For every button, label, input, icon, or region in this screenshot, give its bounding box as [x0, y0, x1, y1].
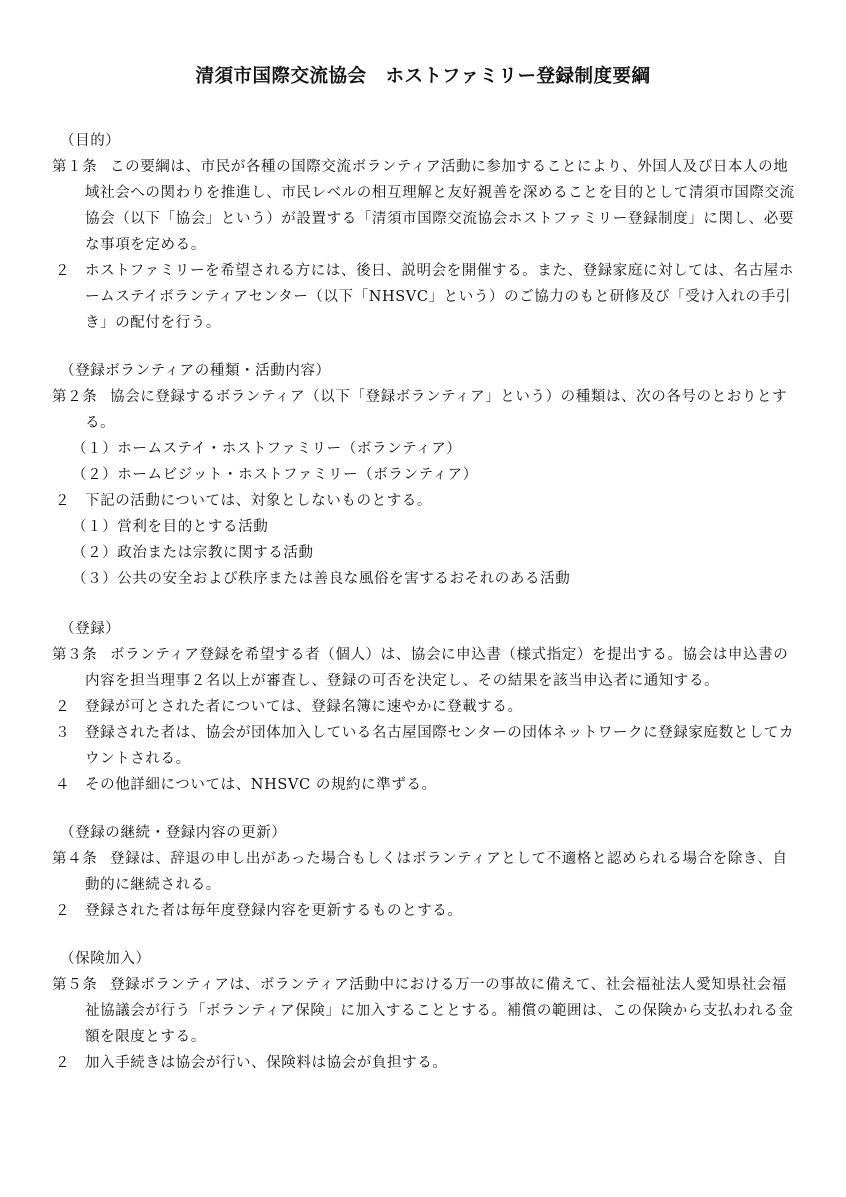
section-heading-renewal: （登録の継続・登録内容の更新）: [60, 825, 287, 841]
paragraph-number: ４: [55, 777, 71, 793]
paragraph-number: ２: [55, 263, 71, 279]
article-2-line: 協会に登録するボランティア（以下「登録ボランティア」という）の種類は、次の各号のとおりとす: [110, 389, 788, 405]
article-5-line: 登録ボランティアは、ボランティア活動中における万一の事故に備えて、社会福祉法人愛知県社会福: [110, 977, 787, 993]
article-3-para-line: 登録された者は、協会が団体加入している名古屋国際センターの団体ネットワークに登録家庭数としてカ: [85, 725, 795, 741]
list-item: （１）ホームステイ・ホストファミリー（ボランティア）: [72, 441, 462, 457]
list-item: （１）営利を目的とする活動: [72, 519, 269, 535]
article-5-label: 第５条: [52, 977, 98, 993]
article-4-label: 第４条: [52, 851, 98, 867]
section-heading-types: （登録ボランティアの種類・活動内容）: [60, 363, 331, 379]
article-2-label: 第２条: [52, 389, 98, 405]
list-item: （２）ホームビジット・ホストファミリー（ボランティア）: [72, 467, 478, 483]
section-heading-insurance: （保険加入）: [60, 951, 151, 967]
article-1-para-2-line: ホストファミリーを希望される方には、後日、説明会を開催する。また、登録家庭に対しては、名古屋ホ: [85, 263, 794, 279]
article-1-line: この要綱は、市民が各種の国際交流ボランティア活動に参加することにより、外国人及び日本人の地: [110, 159, 789, 175]
article-3-line: 内容を担当理事２名以上が審査し、登録の可否を決定し、その結果を該当申込者に通知する。: [85, 673, 720, 689]
article-1-para-2-line: ームステイボランティアセンター（以下「NHSVC」という）のご協力のもと研修及び「受け入れの手引: [85, 289, 791, 305]
paragraph-number: ２: [55, 903, 71, 919]
list-item: （２）政治または宗教に関する活動: [72, 545, 314, 561]
paragraph-number: ３: [55, 725, 71, 741]
article-5-line: 祉協議会が行う「ボランティア保険」に加入することとする。補償の範囲は、この保険から支払われる金: [85, 1003, 794, 1019]
paragraph-number: ２: [55, 493, 71, 509]
article-1-line: な事項を定める。: [85, 237, 206, 253]
section-heading-purpose: （目的）: [60, 133, 121, 149]
article-4-line: 動的に継続される。: [85, 877, 221, 893]
article-2-line: る。: [85, 415, 116, 431]
article-1-para-2-line: き」の配付を行う。: [85, 315, 221, 331]
list-item: （３）公共の安全および秩序または善良な風俗を害するおそれのある活動: [72, 571, 571, 587]
article-3-para-line: 登録が可とされた者については、登録名簿に速やかに登載する。: [85, 699, 523, 715]
article-4-para-line: 登録された者は毎年度登録内容を更新するものとする。: [85, 903, 463, 919]
section-heading-registration: （登録）: [60, 621, 121, 637]
article-3-line: ボランティア登録を希望する者（個人）は、協会に申込書（様式指定）を提出する。協会は申込書の: [110, 647, 789, 663]
article-2-para-2-line: 下記の活動については、対象としないものとする。: [85, 493, 433, 509]
document-title: 清須市国際交流協会 ホストファミリー登録制度要綱: [195, 66, 651, 87]
paragraph-number: ２: [55, 699, 71, 715]
article-3-label: 第３条: [52, 647, 98, 663]
paragraph-number: ２: [55, 1055, 71, 1071]
article-1-line: 域社会への関わりを推進し、市民レベルの相互理解と友好親善を深めることを目的として清須市国際交流: [85, 185, 795, 201]
article-3-para-line: その他詳細については、NHSVC の規約に準ずる。: [85, 777, 437, 793]
article-4-line: 登録は、辞退の申し出があった場合もしくはボランティアとして不適格と認められる場合を除き、自: [110, 851, 788, 867]
article-5-line: 額を限度とする。: [85, 1029, 206, 1045]
article-5-para-line: 加入手続きは協会が行い、保険料は協会が負担する。: [85, 1055, 448, 1071]
article-1-label: 第１条: [52, 159, 98, 175]
article-1-line: 協会（以下「協会」という）が設置する「清須市国際交流協会ホストファミリー登録制度」に関し、必要: [85, 211, 794, 227]
article-3-para-line: ウントされる。: [85, 751, 191, 767]
